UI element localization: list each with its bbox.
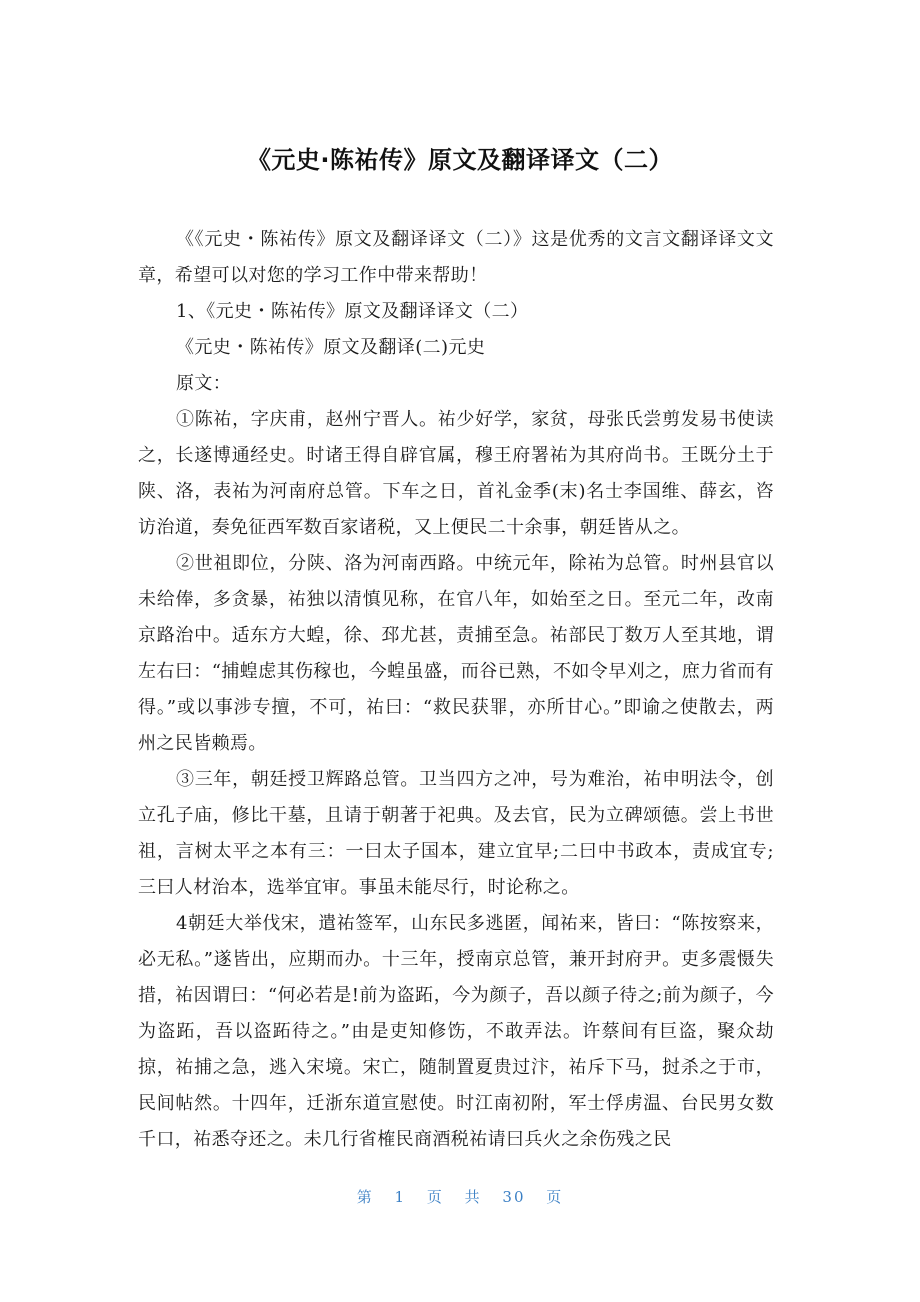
original-text-label: 原文： — [176, 373, 232, 394]
body-paragraph-1: ①陈祐，字庆甫，赵州宁晋人。祐少好学，家贫，母张氏尝剪发易书使读之，长遂博通经史。时诸王得自辟官属，穆王府署祐为其府尚书。王既分土于陕、洛，表祐为河南府总管。下车之日，首礼金季(末)名士李国维、薛玄，咨访治道，奏免征西军数百家诸税，又上便民二十余事，朝廷皆从之。 — [138, 409, 774, 538]
footer-total-label: 共 — [464, 1188, 482, 1206]
document-body — [138, 222, 774, 1158]
body-paragraph-3: ③三年，朝廷授卫辉路总管。卫当四方之冲，号为难治，祐申明法令，创立孔子庙，修比干墓，且请于朝著于祀典。及去官，民为立碑颂德。尝上书世祖，言树太平之本有三：一曰太子国本，建立宜早;二曰中书政本，责成宜专;三曰人材治本，选举宜审。事虽未能尽行，时论称之。 — [138, 769, 774, 898]
footer-page-label: 第 — [356, 1188, 374, 1206]
footer-total-pages: 30 — [502, 1188, 526, 1206]
subtitle-line: 《元史・陈祐传》原文及翻译(二)元史 — [176, 337, 486, 358]
section-heading: 1、《元史・陈祐传》原文及翻译译文（二） — [176, 301, 529, 322]
body-paragraph-4: 4朝廷大举伐宋，遣祐签军，山东民多逃匿，闻祐来，皆曰：“陈按察来，必无私。”遂皆出，应期而办。十三年，授南京总管，兼开封府尹。吏多震慑失措，祐因谓曰：“何必若是!前为盗跖，今为颜子，吾以颜子待之;前为颜子，今为盗跖，吾以盗跖待之。”由是吏知修饬，不敢弄法。许蔡间有巨盗，聚众劫掠，祐捕之急，逃入宋境。宋亡，随制置夏贵过汴，祐斥下马，挝杀之于市，民间帖然。十四年，迁浙东道宣慰使。时江南初附，军士俘虏温、台民男女数千口，祐悉夺还之。未几行省榷民商酒税祐请曰兵火之余伤残之民 — [138, 913, 774, 1150]
footer-total-word: 页 — [546, 1188, 564, 1206]
body-paragraph-2: ②世祖即位，分陕、洛为河南西路。中统元年，除祐为总管。时州县官以未给俸，多贪暴，祐独以清慎见称，在官八年，如始至之日。至元二年，改南京路治中。适东方大蝗，徐、邳尤甚，责捕至急。祐部民丁数万人至其地，谓左右曰：“捕蝗虑其伤稼也，今蝗虽盛，而谷已熟，不如令早刈之，庶力省而有得。”或以事涉专擅，不可，祐曰：“救民获罪，亦所甘心。”即谕之使散去，两州之民皆赖焉。 — [138, 553, 774, 754]
footer-page-number: 1 — [394, 1188, 407, 1206]
page-footer — [0, 1186, 920, 1207]
footer-page-word: 页 — [426, 1188, 444, 1206]
intro-paragraph: 《《元史・陈祐传》原文及翻译译文（二）》这是优秀的文言文翻译译文文章，希望可以对您的学习工作中带来帮助！ — [138, 229, 774, 286]
document-title: 《元史·陈祐传》原文及翻译译文（二） — [246, 146, 674, 174]
